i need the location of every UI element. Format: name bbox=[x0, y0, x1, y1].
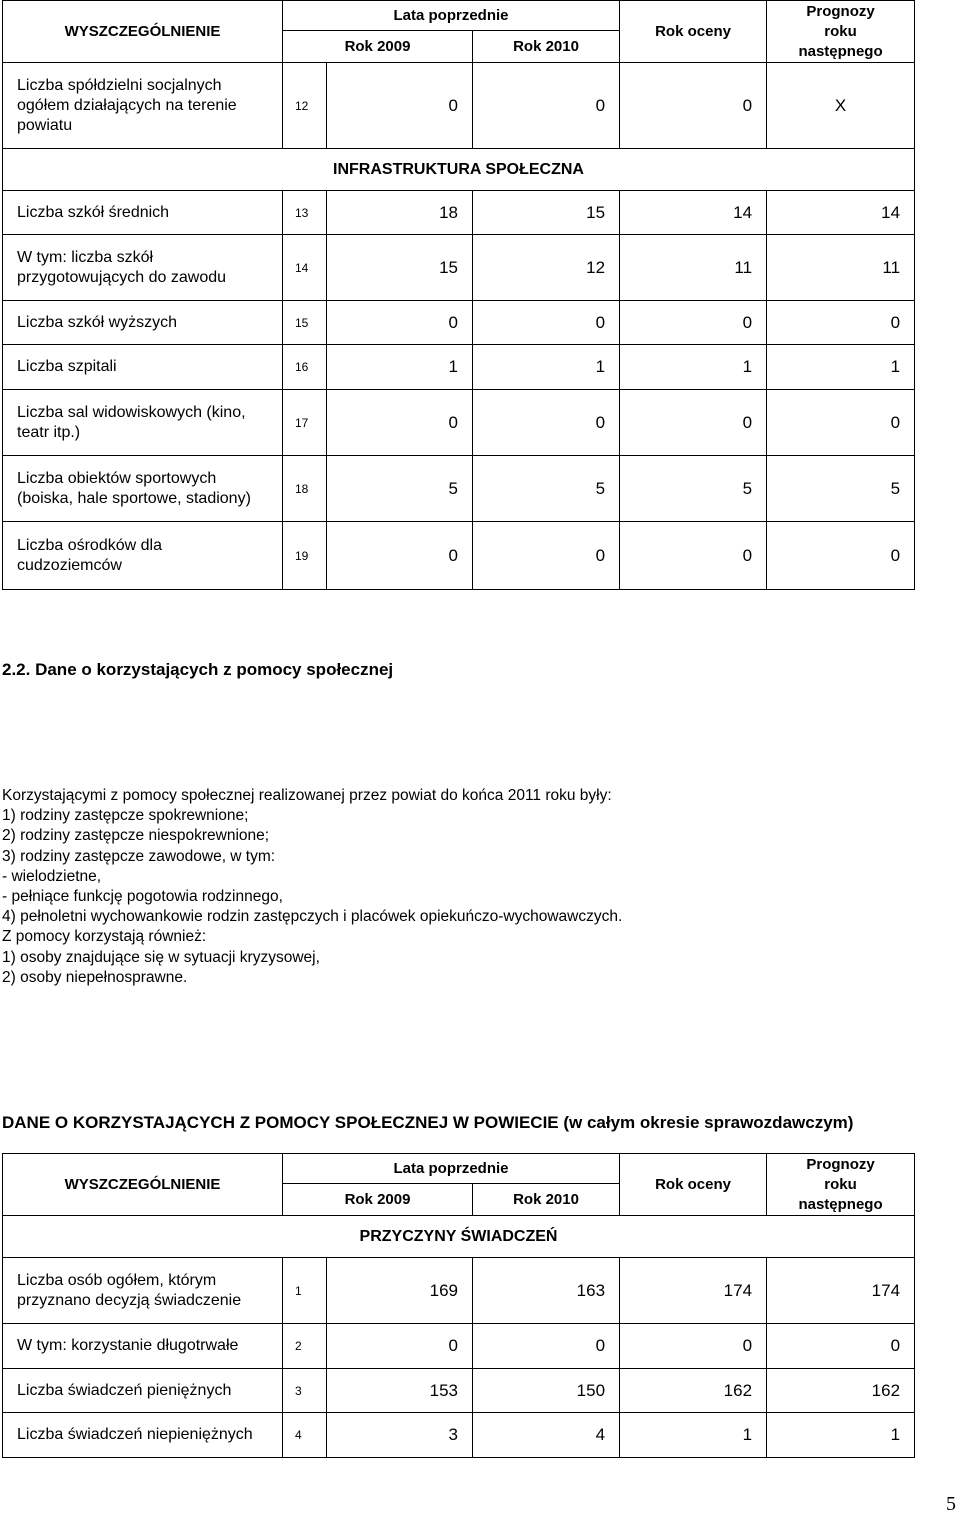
table-row bbox=[3, 1413, 915, 1458]
social-assistance-table bbox=[2, 1153, 915, 1458]
row-number: 17 bbox=[283, 390, 327, 456]
value-2009: 15 bbox=[327, 235, 473, 301]
row-number: 16 bbox=[283, 345, 327, 390]
value-2009: 1 bbox=[327, 345, 473, 390]
value-eval: 0 bbox=[620, 1324, 767, 1369]
row-label: W tym: liczba szkół przygotowujących do zawodu bbox=[3, 235, 283, 301]
value-2010: 12 bbox=[473, 235, 620, 301]
value-2009: 0 bbox=[327, 522, 473, 590]
paragraph-line: Korzystającymi z pomocy społecznej realizowanej przez powiat do końca 2011 roku były: bbox=[2, 787, 612, 804]
value-eval: 1 bbox=[620, 1413, 767, 1458]
row-number: 3 bbox=[283, 1369, 327, 1413]
value-eval: 5 bbox=[620, 456, 767, 522]
row-label: Liczba osób ogółem, którym przyznano decyzją świadczenie bbox=[3, 1258, 283, 1324]
value-forecast: X bbox=[767, 63, 915, 149]
value-eval: 0 bbox=[620, 522, 767, 590]
value-eval: 1 bbox=[620, 345, 767, 390]
value-2009: 0 bbox=[327, 1324, 473, 1369]
value-forecast: 1 bbox=[767, 345, 915, 390]
row-number: 2 bbox=[283, 1324, 327, 1369]
header-year-2009: Rok 2009 bbox=[283, 31, 473, 63]
row-label: Liczba szpitali bbox=[3, 345, 283, 390]
value-2009: 0 bbox=[327, 301, 473, 345]
paragraph-line: 3) rodziny zastępcze zawodowe, w tym: bbox=[2, 847, 276, 865]
table2-title: DANE O KORZYSTAJĄCYCH Z POMOCY SPOŁECZNEJ W POWIECIE (w całym okresie sprawozdawczym) bbox=[2, 1113, 854, 1132]
header-year-2009: Rok 2009 bbox=[283, 1184, 473, 1216]
paragraph-line: 4) pełnoletni wychowankowie rodzin zastępczych i placówek opiekuńczo-wychowawczych. bbox=[2, 908, 623, 926]
value-forecast: 162 bbox=[767, 1369, 915, 1413]
section-benefit-reasons: PRZYCZYNY ŚWIADCZEŃ bbox=[3, 1216, 915, 1258]
row-number: 12 bbox=[283, 63, 327, 149]
value-2010: 0 bbox=[473, 1324, 620, 1369]
paragraph-line: 2) osoby niepełnosprawne. bbox=[2, 968, 188, 986]
value-2010: 15 bbox=[473, 191, 620, 235]
table-row bbox=[3, 63, 915, 149]
header-forecast: Prognozy roku następnego bbox=[767, 1, 915, 63]
table-row bbox=[3, 235, 915, 301]
value-forecast: 0 bbox=[767, 301, 915, 345]
value-eval: 162 bbox=[620, 1369, 767, 1413]
value-eval: 0 bbox=[620, 63, 767, 149]
row-label: Liczba szkół średnich bbox=[3, 191, 283, 235]
header-eval-year: Rok oceny bbox=[620, 1, 767, 63]
header-spec: WYSZCZEGÓLNIENIE bbox=[3, 1154, 283, 1216]
row-number: 18 bbox=[283, 456, 327, 522]
table-row bbox=[3, 456, 915, 522]
table-row bbox=[3, 522, 915, 590]
value-2010: 0 bbox=[473, 63, 620, 149]
value-2010: 150 bbox=[473, 1369, 620, 1413]
paragraph-line: - pełniące funkcję pogotowia rodzinnego, bbox=[2, 888, 283, 906]
paragraph-line: - wielodzietne, bbox=[2, 867, 102, 885]
value-2010: 5 bbox=[473, 456, 620, 522]
header-prev-years: Lata poprzednie bbox=[283, 1, 620, 31]
value-2010: 0 bbox=[473, 301, 620, 345]
paragraph-line: 1) osoby znajdujące się w sytuacji kryzysowej, bbox=[2, 948, 320, 966]
table-row bbox=[3, 1369, 915, 1413]
table-row bbox=[3, 301, 915, 345]
beneficiaries-paragraph bbox=[2, 786, 902, 988]
value-forecast: 174 bbox=[767, 1258, 915, 1324]
value-eval: 14 bbox=[620, 191, 767, 235]
value-forecast: 0 bbox=[767, 390, 915, 456]
value-forecast: 14 bbox=[767, 191, 915, 235]
row-label: Liczba spółdzielni socjalnych ogółem działających na terenie powiatu bbox=[3, 63, 283, 149]
value-2010: 4 bbox=[473, 1413, 620, 1458]
row-label: W tym: korzystanie długotrwałe bbox=[3, 1324, 283, 1369]
row-number: 19 bbox=[283, 522, 327, 590]
infrastructure-table bbox=[2, 0, 915, 590]
table-row bbox=[3, 1258, 915, 1324]
header-prev-years: Lata poprzednie bbox=[283, 1154, 620, 1184]
value-forecast: 11 bbox=[767, 235, 915, 301]
paragraph-line: Z pomocy korzystają również: bbox=[2, 928, 207, 946]
value-2009: 153 bbox=[327, 1369, 473, 1413]
value-eval: 11 bbox=[620, 235, 767, 301]
value-2009: 3 bbox=[327, 1413, 473, 1458]
header-year-2010: Rok 2010 bbox=[473, 31, 620, 63]
row-label: Liczba ośrodków dla cudzoziemców bbox=[3, 522, 283, 590]
header-forecast: Prognozy roku następnego bbox=[767, 1154, 915, 1216]
row-number: 13 bbox=[283, 191, 327, 235]
row-label: Liczba świadczeń niepieniężnych bbox=[3, 1413, 283, 1458]
value-2010: 163 bbox=[473, 1258, 620, 1324]
value-eval: 0 bbox=[620, 390, 767, 456]
table-row bbox=[3, 1324, 915, 1369]
value-forecast: 0 bbox=[767, 1324, 915, 1369]
table-row bbox=[3, 390, 915, 456]
value-eval: 0 bbox=[620, 301, 767, 345]
paragraph-line: 2) rodziny zastępcze niespokrewnione; bbox=[2, 827, 270, 845]
row-label: Liczba sal widowiskowych (kino, teatr itp.) bbox=[3, 390, 283, 456]
value-2009: 5 bbox=[327, 456, 473, 522]
value-2010: 0 bbox=[473, 522, 620, 590]
value-forecast: 0 bbox=[767, 522, 915, 590]
section-infrastructure: INFRASTRUKTURA SPOŁECZNA bbox=[3, 149, 915, 191]
table-row bbox=[3, 191, 915, 235]
value-2010: 0 bbox=[473, 390, 620, 456]
value-2009: 18 bbox=[327, 191, 473, 235]
value-forecast: 5 bbox=[767, 456, 915, 522]
row-label: Liczba szkół wyższych bbox=[3, 301, 283, 345]
table-row bbox=[3, 345, 915, 390]
row-label: Liczba świadczeń pieniężnych bbox=[3, 1369, 283, 1413]
header-eval-year: Rok oceny bbox=[620, 1154, 767, 1216]
row-number: 4 bbox=[283, 1413, 327, 1458]
row-number: 14 bbox=[283, 235, 327, 301]
paragraph-line: 1) rodziny zastępcze spokrewnione; bbox=[2, 807, 249, 825]
value-2009: 0 bbox=[327, 63, 473, 149]
section-heading: 2.2. Dane o korzystających z pomocy społecznej bbox=[2, 660, 394, 679]
header-year-2010: Rok 2010 bbox=[473, 1184, 620, 1216]
row-number: 15 bbox=[283, 301, 327, 345]
value-2010: 1 bbox=[473, 345, 620, 390]
value-eval: 174 bbox=[620, 1258, 767, 1324]
page-number: 5 bbox=[946, 1493, 956, 1515]
value-2009: 0 bbox=[327, 390, 473, 456]
value-forecast: 1 bbox=[767, 1413, 915, 1458]
row-label: Liczba obiektów sportowych (boiska, hale sportowe, stadiony) bbox=[3, 456, 283, 522]
header-spec: WYSZCZEGÓLNIENIE bbox=[3, 1, 283, 63]
row-number: 1 bbox=[283, 1258, 327, 1324]
value-2009: 169 bbox=[327, 1258, 473, 1324]
